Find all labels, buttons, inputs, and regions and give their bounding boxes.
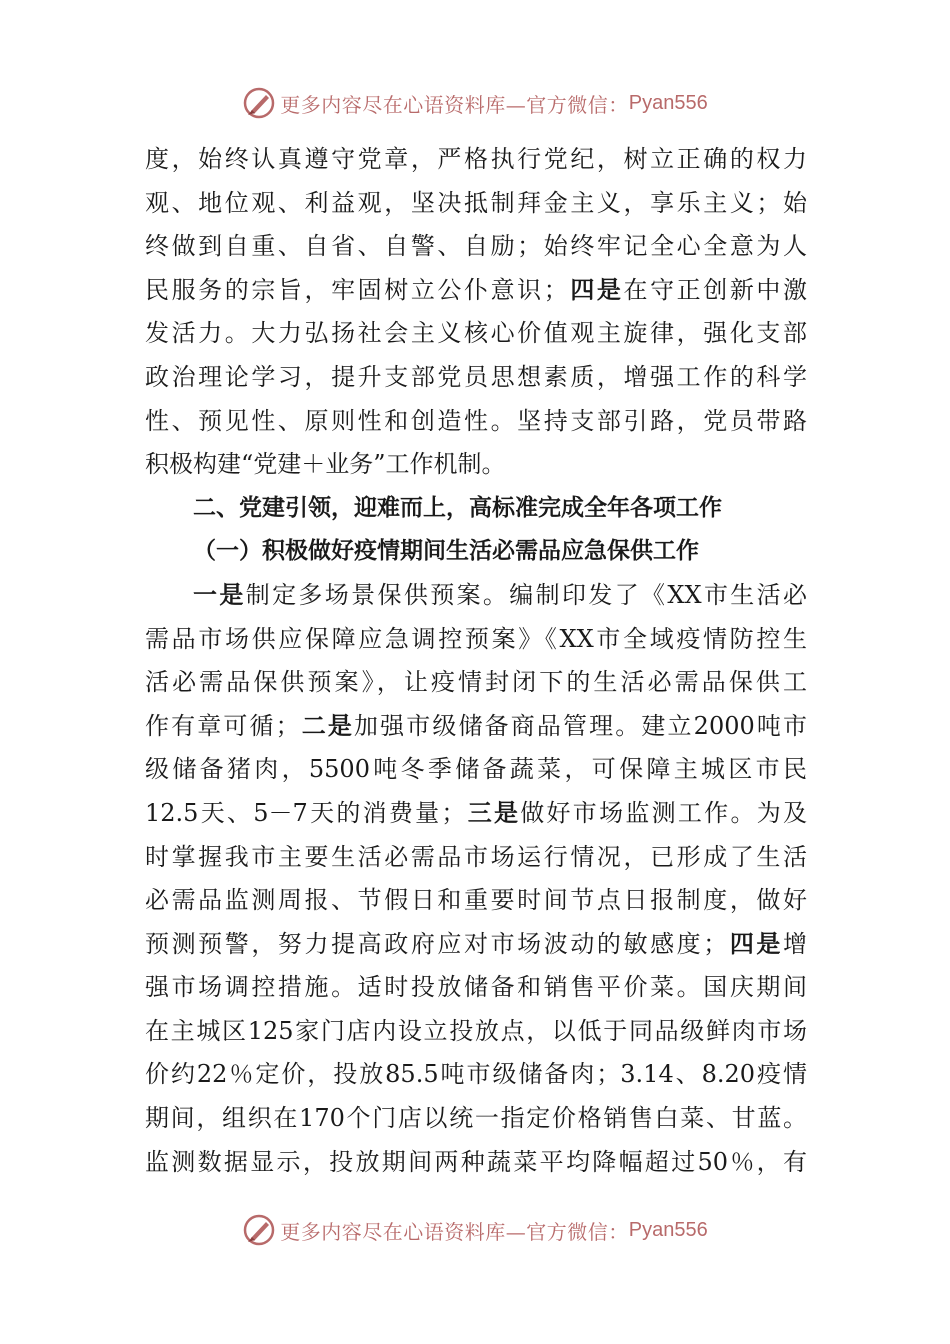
subsection-heading: （一）积极做好疫情期间生活必需品应急保供工作 — [193, 538, 699, 565]
keyword-third: 三是 — [465, 798, 521, 827]
text-segment: 作有章可循； — [145, 711, 300, 740]
text-line: 终做到自重、自省、自警、自励；始终牢记全心全意为人 — [145, 232, 807, 261]
text-line — [145, 269, 807, 313]
text-line: 级储备猪肉，5500吨冬季储备蔬菜，可保障主城区市民 — [145, 755, 807, 784]
text-segment: 加强市级储备商品管理。建立2000吨市 — [354, 711, 807, 740]
text-line: 必需品监测周报、节假日和重要时间节点日报制度，做好 — [145, 886, 807, 915]
text-line: 时掌握我市主要生活必需品市场运行情况，已形成了生活 — [145, 842, 807, 871]
text-line: 积极构建“党建＋业务”工作机制。 — [145, 450, 506, 479]
text-segment: 制定多场景保供预案。编制印发了《XX市生活必 — [245, 580, 807, 609]
watermark-header — [0, 83, 950, 123]
text-line: 度，始终认真遵守党章，严格执行党纪，树立正确的权力 — [145, 145, 807, 173]
text-line: 发活力。大力弘扬社会主义核心价值观主旋律，强化支部 — [145, 319, 807, 348]
keyword-second: 二是 — [299, 711, 355, 740]
text-line: 监测数据显示，投放期间两种蔬菜平均降幅超过50％，有 — [145, 1147, 807, 1176]
text-segment: 在守正创新中激 — [623, 275, 807, 304]
keyword-first: 一是 — [193, 580, 246, 609]
pen-logo-icon — [242, 1213, 276, 1247]
text-segment: 做好市场监测工作。为及 — [520, 798, 807, 827]
text-line — [145, 792, 807, 836]
watermark-text: 更多内容尽在心语资料库—官方微信： — [280, 92, 629, 117]
text-line: 活必需品保供预案》，让疫情封闭下的生活必需品保供工 — [145, 668, 807, 697]
text-segment: 预测预警，努力提高政府应对市场波动的敏感度； — [145, 929, 728, 958]
text-line — [145, 923, 807, 967]
text-line: 政治理论学习，提升支部党员思想素质，增强工作的科学 — [145, 362, 807, 391]
watermark-wechat-id: Pyan556 — [628, 1218, 708, 1241]
text-line — [145, 574, 807, 618]
text-line: 期间，组织在170个门店以统一指定价格销售白菜、甘蓝。 — [145, 1104, 807, 1133]
text-line — [145, 705, 807, 749]
text-segment: 增 — [783, 929, 807, 958]
text-line: 在主城区125家门店内设立投放点，以低于同品级鲜肉市场 — [145, 1016, 807, 1045]
text-line: 强市场调控措施。适时投放储备和销售平价菜。国庆期间 — [145, 973, 807, 1002]
text-line: 观、地位观、利益观，坚决抵制拜金主义，享乐主义；始 — [145, 188, 807, 217]
text-line: 需品市场供应保障应急调控预案》《XX市全域疫情防控生 — [145, 624, 807, 653]
watermark-text: 更多内容尽在心语资料库—官方微信： — [280, 1219, 629, 1244]
watermark-wechat-id: Pyan556 — [628, 91, 708, 114]
watermark-footer — [0, 1210, 950, 1250]
text-segment: 12.5天、5－7天的消费量； — [145, 798, 466, 827]
keyword-fourth-b: 四是 — [727, 929, 783, 958]
section-heading: 二、党建引领，迎难而上，高标准完成全年各项工作 — [193, 494, 722, 521]
text-line: 价约22％定价，投放85.5吨市级储备肉；3.14、8.20疫情 — [145, 1060, 807, 1089]
text-segment: 民服务的宗旨，牢固树立公仆意识； — [145, 275, 568, 304]
text-line: 性、预见性、原则性和创造性。坚持支部引路，党员带路 — [145, 406, 807, 435]
document-body — [145, 138, 807, 1184]
keyword-fourth: 四是 — [567, 275, 624, 304]
pen-logo-icon — [242, 86, 276, 120]
